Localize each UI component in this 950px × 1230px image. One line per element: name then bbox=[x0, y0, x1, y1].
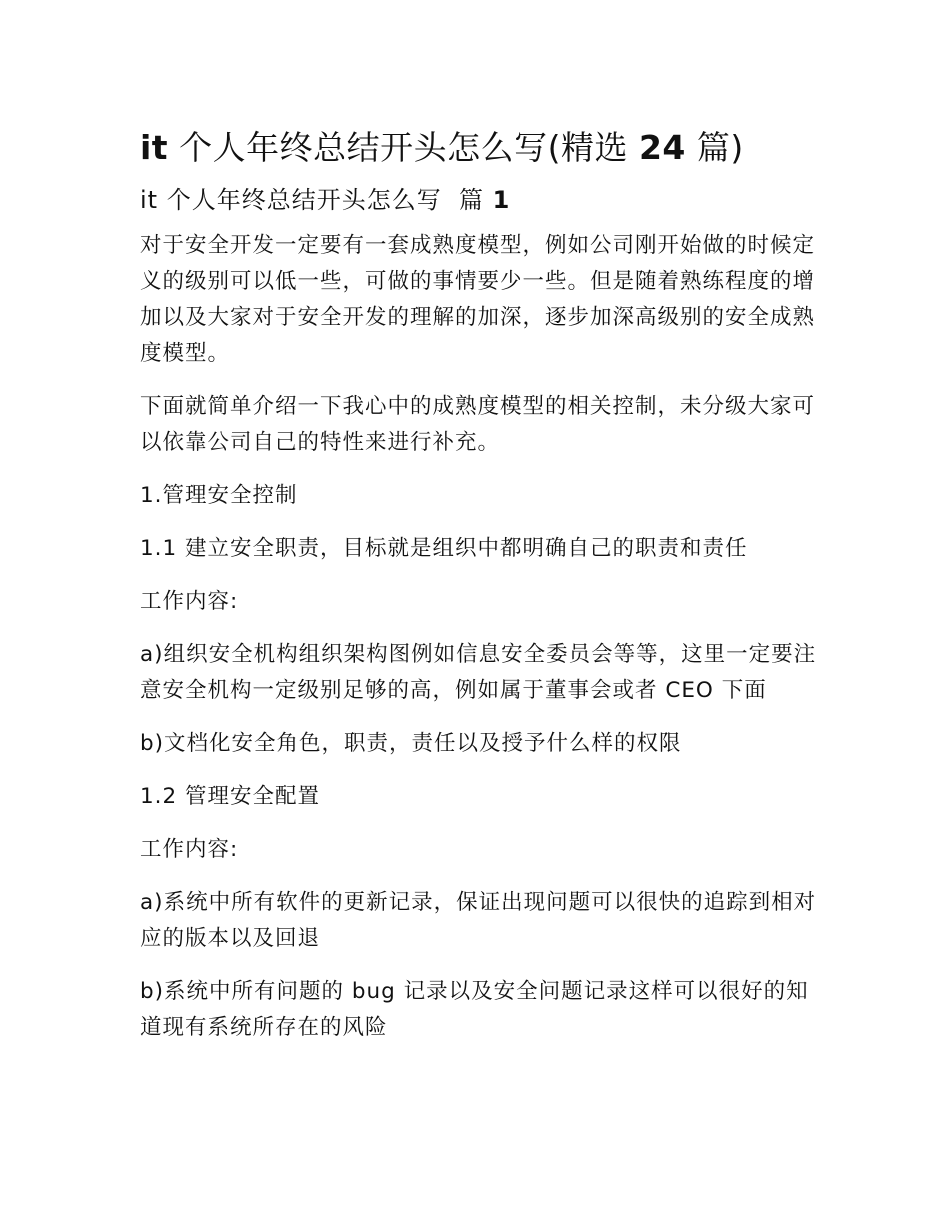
paragraph: 工作内容: bbox=[140, 589, 239, 614]
body-text bbox=[140, 228, 820, 1046]
section-heading bbox=[140, 180, 820, 220]
paragraph: a)组织安全机构组织架构图例如信息安全委员会等等，这里一定要注意安全机构一定级别足够的高，例如属于董事会或者 CEO 下面 bbox=[140, 642, 817, 703]
section-heading-label: 篇 bbox=[458, 186, 484, 214]
paragraph: 1.1 建立安全职责，目标就是组织中都明确自己的职责和责任 bbox=[140, 536, 748, 561]
paragraph: 对于安全开发一定要有一套成熟度模型，例如公司刚开始做的时候定义的级别可以低一些，可做的事情要少一些。但是随着熟练程度的增加以及大家对于安全开发的理解的加深，逐步加深高级别的安全成熟度模型。 bbox=[140, 233, 816, 366]
paragraph: 1.管理安全控制 bbox=[140, 483, 298, 508]
paragraph: b)系统中所有问题的 bug 记录以及安全问题记录这样可以很好的知道现有系统所存在的风险 bbox=[140, 979, 809, 1040]
section-heading-text: it 个人年终总结开头怎么写 bbox=[140, 186, 442, 214]
document-page bbox=[140, 124, 820, 1063]
paragraph: a)系统中所有软件的更新记录，保证出现问题可以很快的追踪到相对应的版本以及回退 bbox=[140, 890, 817, 951]
paragraph: 工作内容: bbox=[140, 837, 239, 862]
title-suffix: 篇) bbox=[696, 128, 744, 167]
title-prefix: it bbox=[140, 128, 169, 167]
document-title bbox=[140, 124, 820, 172]
title-count: 24 bbox=[638, 128, 686, 167]
paragraph: b)文档化安全角色，职责，责任以及授予什么样的权限 bbox=[140, 731, 682, 756]
section-heading-number: 1 bbox=[492, 186, 511, 214]
paragraph: 1.2 管理安全配置 bbox=[140, 784, 321, 809]
paragraph: 下面就简单介绍一下我心中的成熟度模型的相关控制，未分级大家可以依靠公司自己的特性来进行补充。 bbox=[140, 394, 816, 455]
title-main: 个人年终总结开头怎么写(精选 bbox=[179, 128, 628, 167]
